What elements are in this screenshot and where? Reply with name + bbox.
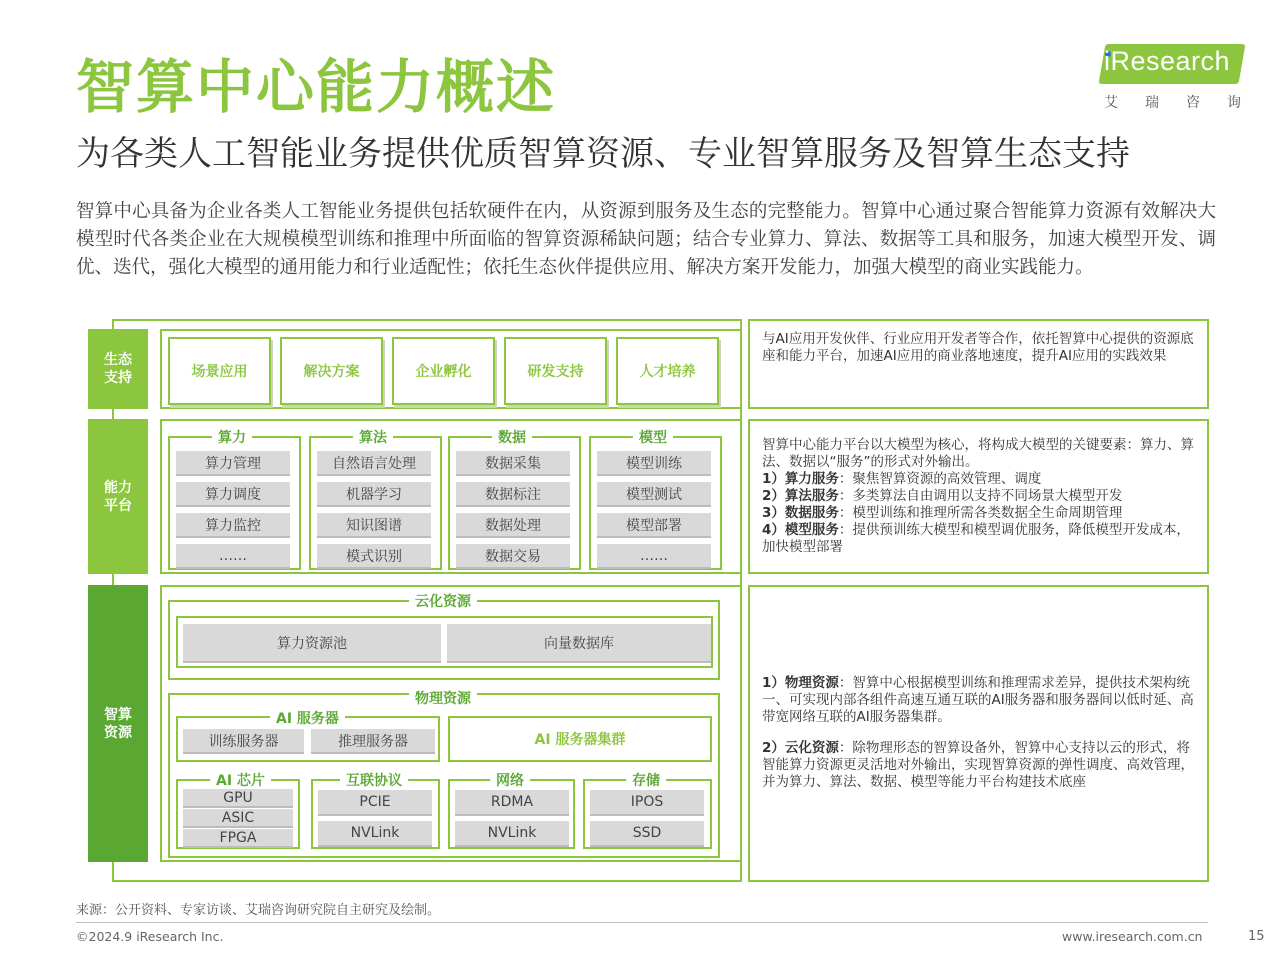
eco-item-talent: 人才培养 xyxy=(616,337,719,405)
platform-item: 知识图谱 xyxy=(317,513,431,536)
platform-item: 模型部署 xyxy=(597,513,711,536)
platform-item: …… xyxy=(176,544,290,567)
platform-item: …… xyxy=(597,544,711,567)
vector-database: 向量数据库 xyxy=(447,624,711,661)
desc-ecosystem: 与AI应用开发伙伴、行业应用开发者等合作，依托智算中心提供的资源底座和能力平台，加速AI应用的商业落地速度，提升AI应用的实践效果 xyxy=(748,319,1209,409)
desc-resources-item: 2）云化资源：除物理形态的智算设备外，智算中心支持以云的形式，将智能算力资源更灵活地对外输出，实现智算资源的弹性调度、高效管理，并为算力、算法、数据、模型等能力平台构建技术底座 xyxy=(762,740,1194,790)
platform-group-title: 模型 xyxy=(633,427,673,447)
copyright: ©2024.9 iResearch Inc. xyxy=(76,929,224,944)
platform-item: 算力调度 xyxy=(176,482,290,505)
footer-divider xyxy=(76,922,1208,923)
hw-group-title: 网络 xyxy=(490,770,530,790)
platform-item: 模型测试 xyxy=(597,482,711,505)
page-subtitle: 为各类人工智能业务提供优质智算资源、专业智算服务及智算生态支持 xyxy=(76,134,1130,174)
eco-item-incubation: 企业孵化 xyxy=(392,337,495,405)
hw-group-title: 互联协议 xyxy=(340,770,408,790)
desc-resources-item: 1）物理资源：智算中心根据模型训练和推理需求差异，提供技术架构统一、可实现内部各组件高速互通互联的AI服务器和服务器间以低时延、高带宽网络互联的AI服务器集群。 xyxy=(762,675,1194,725)
hw-item: IPOS xyxy=(590,790,704,814)
hw-item: GPU xyxy=(183,789,293,806)
desc-resources xyxy=(748,585,1209,882)
hw-group-title: 存储 xyxy=(626,770,666,790)
platform-group-title: 数据 xyxy=(492,427,532,447)
platform-item: 数据处理 xyxy=(456,513,570,536)
eco-item-scenario: 场景应用 xyxy=(168,337,271,405)
platform-item: 数据采集 xyxy=(456,451,570,474)
physical-resources-title: 物理资源 xyxy=(409,688,477,708)
platform-item: 算力管理 xyxy=(176,451,290,474)
hw-group-title: AI 芯片 xyxy=(210,770,271,790)
iresearch-logo: iResearch 艾瑞咨询 xyxy=(1098,42,1248,112)
desc-platform-item: 4）模型服务：提供预训练大模型和模型调优服务，降低模型开发成本，加快模型部署 xyxy=(762,522,1190,555)
inference-server: 推理服务器 xyxy=(311,729,435,752)
platform-item: 模式识别 xyxy=(317,544,431,567)
platform-item: 算力监控 xyxy=(176,513,290,536)
eco-item-rd-support: 研发支持 xyxy=(504,337,607,405)
label-ecosystem: 生态支持 xyxy=(88,329,148,409)
compute-pool: 算力资源池 xyxy=(183,624,441,661)
platform-item: 模型训练 xyxy=(597,451,711,474)
platform-item: 机器学习 xyxy=(317,482,431,505)
hw-item: RDMA xyxy=(455,790,569,814)
eco-item-solution: 解决方案 xyxy=(280,337,383,405)
platform-group-title: 算力 xyxy=(212,427,252,447)
desc-platform-item: 2）算法服务：多类算法自由调用以支持不同场景大模型开发 xyxy=(762,488,1123,504)
platform-item: 自然语言处理 xyxy=(317,451,431,474)
intro-paragraph: 智算中心具备为企业各类人工智能业务提供包括软硬件在内，从资源到服务及生态的完整能力。智算中心通过聚合智能算力资源有效解决大模型时代各类企业在大规模模型训练和推理中所面临的智算资源稀缺问题；结合专业算力、算法、数据等工具和服务，加速大模型开发、调优、迭代，强化大模型的通用能力和行业适配性；依托生态伙伴提供应用、解决方案开发能力，加强大模型的商业实践能力。 xyxy=(76,201,1216,278)
label-platform: 能力平台 xyxy=(88,419,148,574)
label-resources: 智算资源 xyxy=(88,585,148,862)
source-note: 来源：公开资料、专家访谈、艾瑞咨询研究院自主研究及绘制。 xyxy=(76,903,441,918)
hw-item: NVLink xyxy=(455,821,569,845)
hw-item: FPGA xyxy=(183,829,293,846)
training-server: 训练服务器 xyxy=(183,729,304,752)
desc-platform-item: 3）数据服务：模型训练和推理所需各类数据全生命周期管理 xyxy=(762,505,1123,521)
hw-item: NVLink xyxy=(318,821,432,845)
page-title: 智算中心能力概述 xyxy=(76,53,557,121)
platform-group-title: 算法 xyxy=(353,427,393,447)
desc-platform: 智算中心能力平台以大模型为核心，将构成大模型的关键要素：算力、算法、数据以“服务”的形式对外输出。 1）算力服务：聚焦智算资源的高效管理、调度 2）算法服务：多类算法自由调用以支持不同场景大模型开发 3）数据服务：模型训练和推理所需各类数据全生命周期管理 4）模型服务：提供预训练大模型和模型调优服务，降低模型开发成本，加快模型部署 xyxy=(748,419,1209,574)
hw-item: ASIC xyxy=(183,809,293,826)
website-link[interactable]: www.iresearch.com.cn xyxy=(1062,929,1203,944)
hw-item: SSD xyxy=(590,821,704,845)
page-number: 15 xyxy=(1248,929,1265,944)
cloud-resources-title: 云化资源 xyxy=(409,591,477,611)
hw-item: PCIE xyxy=(318,790,432,814)
platform-item: 数据标注 xyxy=(456,482,570,505)
platform-item: 数据交易 xyxy=(456,544,570,567)
ai-server-cluster: AI 服务器集群 xyxy=(448,716,712,762)
desc-platform-item: 1）算力服务：聚焦智算资源的高效管理、调度 xyxy=(762,471,1042,487)
ai-server-title: AI 服务器 xyxy=(270,708,345,728)
